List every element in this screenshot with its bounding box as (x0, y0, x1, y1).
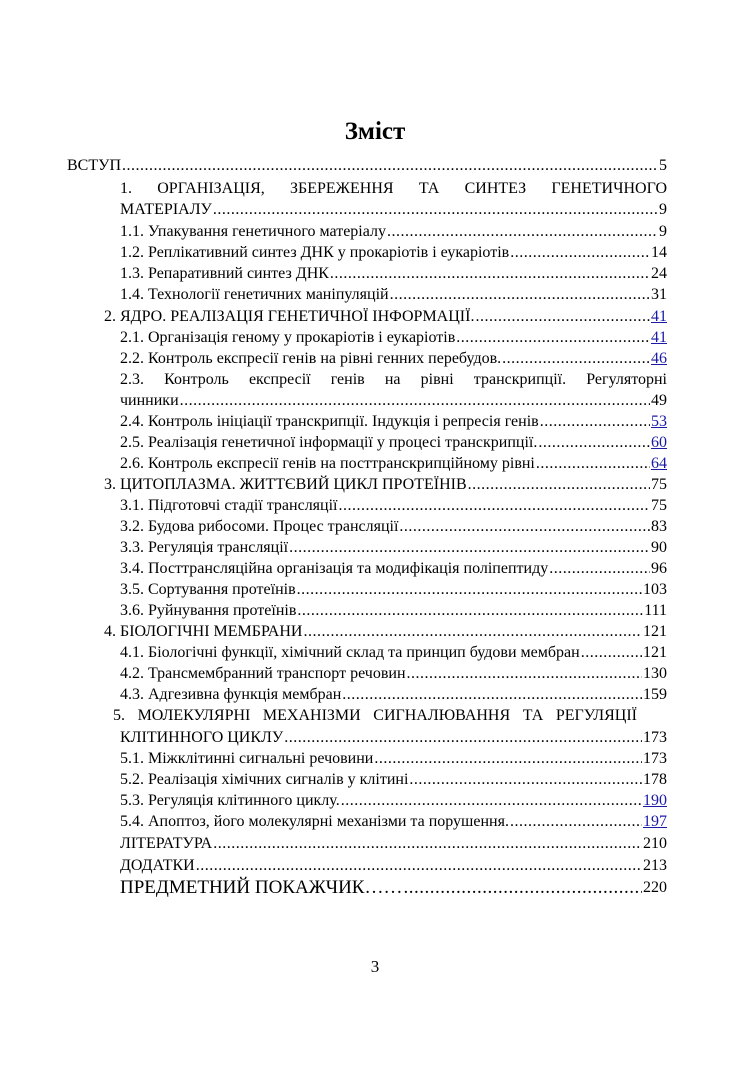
toc-entry-label: 1.1. Упакування генетичного матеріалу (120, 223, 386, 240)
toc-entry-intro[interactable] (67, 155, 667, 176)
dot-leader (338, 495, 650, 516)
toc-page-number: 210 (643, 835, 667, 852)
dot-leader (213, 833, 642, 854)
dot-leader (581, 642, 642, 663)
toc-page-link[interactable]: 53 (651, 413, 667, 430)
toc-entry-chapter-1-line-1[interactable]: 1. ОРГАНІЗАЦІЯ, ЗБЕРЕЖЕННЯ ТА СИНТЕЗ ГЕНЕТИЧНОГО (120, 180, 667, 197)
toc-entry-2-3-line-1[interactable]: 2.3. Контроль експресії генів на рівні транскрипції. Регуляторні (120, 371, 667, 388)
toc-page-number: 31 (651, 286, 667, 303)
toc-entry-label: 1.3. Репаративний синтез ДНК (120, 265, 329, 282)
toc-entry-5-4[interactable] (120, 811, 667, 832)
toc-entry-label: 2. ЯДРО. РЕАЛІЗАЦІЯ ГЕНЕТИЧНОЇ ІНФОРМАЦІЇ. (104, 308, 475, 325)
toc-entry-1-4[interactable] (120, 284, 667, 305)
toc-entry-2-3[interactable] (120, 390, 667, 411)
dot-leader (297, 600, 643, 621)
dot-leader (403, 876, 642, 900)
toc-entry-label: 3.3. Регуляція трансляції (120, 539, 289, 556)
dot-leader (536, 453, 650, 474)
dot-leader (330, 263, 650, 284)
toc-entry-chapter-3[interactable] (104, 474, 667, 495)
dot-leader (387, 221, 658, 242)
dot-leader (510, 242, 650, 263)
dot-leader (289, 537, 650, 558)
dot-leader (390, 284, 650, 305)
toc-entry-4-2[interactable] (120, 663, 667, 684)
toc-entry-2-5[interactable] (120, 432, 667, 453)
toc-page-link[interactable]: 197 (643, 813, 667, 830)
page-number: 3 (370, 957, 380, 976)
toc-entry-label: 2.6. Контроль експресії генів на посттранскрипційному рівні (120, 455, 535, 472)
toc-page-number: 173 (643, 750, 667, 767)
toc-entry-label: 3.1. Підготовчі стадії трансляції (120, 497, 338, 514)
toc-entry-4-3[interactable] (120, 684, 667, 705)
toc-entry-literature[interactable] (120, 833, 667, 854)
toc-page-number: 9 (659, 223, 667, 240)
toc-entry-appendices[interactable] (120, 855, 667, 876)
toc-entry-3-2[interactable] (120, 516, 667, 537)
dot-leader (407, 663, 643, 684)
dot-leader (196, 855, 642, 876)
toc-entry-chapter-5-line-1[interactable]: 5. МОЛЕКУЛЯРНІ МЕХАНІЗМИ СИГНАЛЮВАННЯ ТА РЕГУЛЯЦІЇ (113, 707, 637, 724)
toc-entry-label: чинники (120, 392, 179, 409)
toc-entry-label: 1.2. Реплікативний синтез ДНК у прокаріотів і еукаріотів (120, 244, 510, 261)
toc-entry-label: 3. ЦИТОПЛАЗМА. ЖИТТЄВИЙ ЦИКЛ ПРОТЕЇНІВ (104, 476, 467, 493)
toc-entry-5-2[interactable] (120, 769, 667, 790)
toc-entry-2-2[interactable] (120, 348, 667, 369)
toc-page-number: 75 (651, 497, 667, 514)
toc-entry-label: ПРЕДМЕТНИЙ ПОКАЖЧИК…… (120, 877, 403, 898)
toc-page-number: 213 (643, 857, 667, 874)
toc-page-number: 49 (651, 392, 667, 409)
toc-entry-3-3[interactable] (120, 537, 667, 558)
toc-page-number: 121 (643, 623, 667, 640)
toc-page-number: 121 (643, 644, 667, 661)
toc-entry-label: 4.1. Біологічні функції, хімічний склад та принцип будови мембран (120, 644, 580, 661)
toc-page-link[interactable]: 41 (651, 308, 667, 325)
toc-entry-5-1[interactable] (120, 748, 667, 769)
dot-leader (549, 558, 650, 579)
dot-leader (180, 390, 650, 411)
toc-page-number: 220 (643, 879, 667, 896)
toc-page-number: 111 (644, 602, 667, 619)
dot-leader (510, 811, 642, 832)
dot-leader (374, 748, 642, 769)
dot-leader (475, 306, 650, 327)
dot-leader (502, 348, 650, 369)
dot-leader (399, 516, 650, 537)
toc-page-link[interactable]: 46 (651, 350, 667, 367)
toc-page-number: 178 (643, 771, 667, 788)
toc-entry-label: 3.2. Будова рибосоми. Процес трансляції (120, 518, 399, 535)
dot-leader (538, 432, 650, 453)
toc-entry-2-4[interactable] (120, 411, 667, 432)
toc-entry-2-6[interactable] (120, 453, 667, 474)
toc-entry-4-1[interactable] (120, 642, 667, 663)
toc-page-number: 96 (651, 560, 667, 577)
toc-entry-label: 3.5. Сортування протеїнів (120, 581, 296, 598)
toc-entry-subject-index[interactable] (120, 876, 667, 900)
dot-leader (540, 411, 650, 432)
toc-entry-label: 3.4. Посттрансляційна організація та модифікація поліпептиду (120, 560, 549, 577)
toc-page-number: 9 (659, 201, 667, 218)
toc-entry-label: ЛІТЕРАТУРА (120, 835, 213, 852)
toc-page-number: 83 (651, 518, 667, 535)
toc-entry-5-3[interactable] (120, 790, 667, 811)
dot-leader (303, 621, 642, 642)
toc-entry-label: ДОДАТКИ (120, 857, 195, 874)
toc-page-number: 103 (643, 581, 667, 598)
toc-entry-3-4[interactable] (120, 558, 667, 579)
toc-page-link[interactable]: 60 (651, 434, 667, 451)
toc-entry-label: 2.2. Контроль експресії генів на рівні генних перебудов. (120, 350, 502, 367)
toc-entry-chapter-4[interactable] (104, 621, 667, 642)
toc-page-link[interactable]: 190 (643, 792, 667, 809)
toc-page-link[interactable]: 64 (651, 455, 667, 472)
toc-entry-1-2[interactable] (120, 242, 667, 263)
toc-page-number: 14 (651, 244, 667, 261)
toc-page-number: 159 (643, 686, 667, 703)
toc-entry-label: ВСТУП (67, 157, 121, 174)
dot-leader (284, 727, 642, 748)
toc-entry-3-6[interactable] (120, 600, 667, 621)
toc-page-number: 173 (643, 729, 667, 746)
toc-page-number: 5 (659, 157, 667, 174)
toc-page-number: 90 (651, 539, 667, 556)
toc-entry-chapter-2[interactable] (104, 306, 667, 327)
toc-page-link[interactable]: 41 (651, 329, 667, 346)
toc-entry-chapter-1[interactable] (120, 199, 667, 220)
toc-entry-1-1[interactable] (120, 221, 667, 242)
toc-entry-label: 2.1. Організація геному у прокаріотів і еукаріотів (120, 329, 456, 346)
dot-leader (409, 769, 642, 790)
dot-leader (456, 327, 650, 348)
toc-entry-label: 5.1. Міжклітинні сигнальні речовини (120, 750, 374, 767)
page-title: Зміст (344, 118, 406, 145)
dot-leader (122, 155, 658, 176)
toc-entry-label: 4.3. Адгезивна функція мембран (120, 686, 342, 703)
toc-entry-2-1[interactable] (120, 327, 667, 348)
toc-page-number: 75 (651, 476, 667, 493)
toc-entry-label: 5.3. Регуляція клітинного циклу. (120, 792, 340, 809)
toc-entry-label: 3.6. Руйнування протеїнів (120, 602, 297, 619)
dot-leader (342, 684, 642, 705)
toc-entry-label: 2.4. Контроль ініціації транскрипції. Індукція і репресія генів (120, 413, 539, 430)
toc-entry-label: 5.4. Апоптоз, його молекулярні механізми та порушення. (120, 813, 509, 830)
toc-page-number: 24 (651, 265, 667, 282)
toc-entry-1-3[interactable] (120, 263, 667, 284)
toc-entry-label: 4.2. Трансмембранний транспорт речовин (120, 665, 406, 682)
toc-entry-label: МАТЕРІАЛУ (120, 201, 212, 218)
toc-entry-chapter-5[interactable] (120, 727, 667, 748)
dot-leader (341, 790, 642, 811)
toc-entry-3-5[interactable] (120, 579, 667, 600)
toc-entry-label: 4. БІОЛОГІЧНІ МЕМБРАНИ (104, 623, 303, 640)
toc-page-number: 130 (643, 665, 667, 682)
dot-leader (468, 474, 650, 495)
toc-entry-3-1[interactable] (120, 495, 667, 516)
dot-leader (213, 199, 658, 220)
toc-entry-label: КЛІТИННОГО ЦИКЛУ (120, 729, 284, 746)
toc-entry-label: 2.5. Реалізація генетичної інформації у процесі транскрипції. (120, 434, 538, 451)
dot-leader (297, 579, 642, 600)
toc-entry-label: 5.2. Реалізація хімічних сигналів у клітині (120, 771, 409, 788)
toc-entry-label: 1.4. Технології генетичних маніпуляцій (120, 286, 389, 303)
